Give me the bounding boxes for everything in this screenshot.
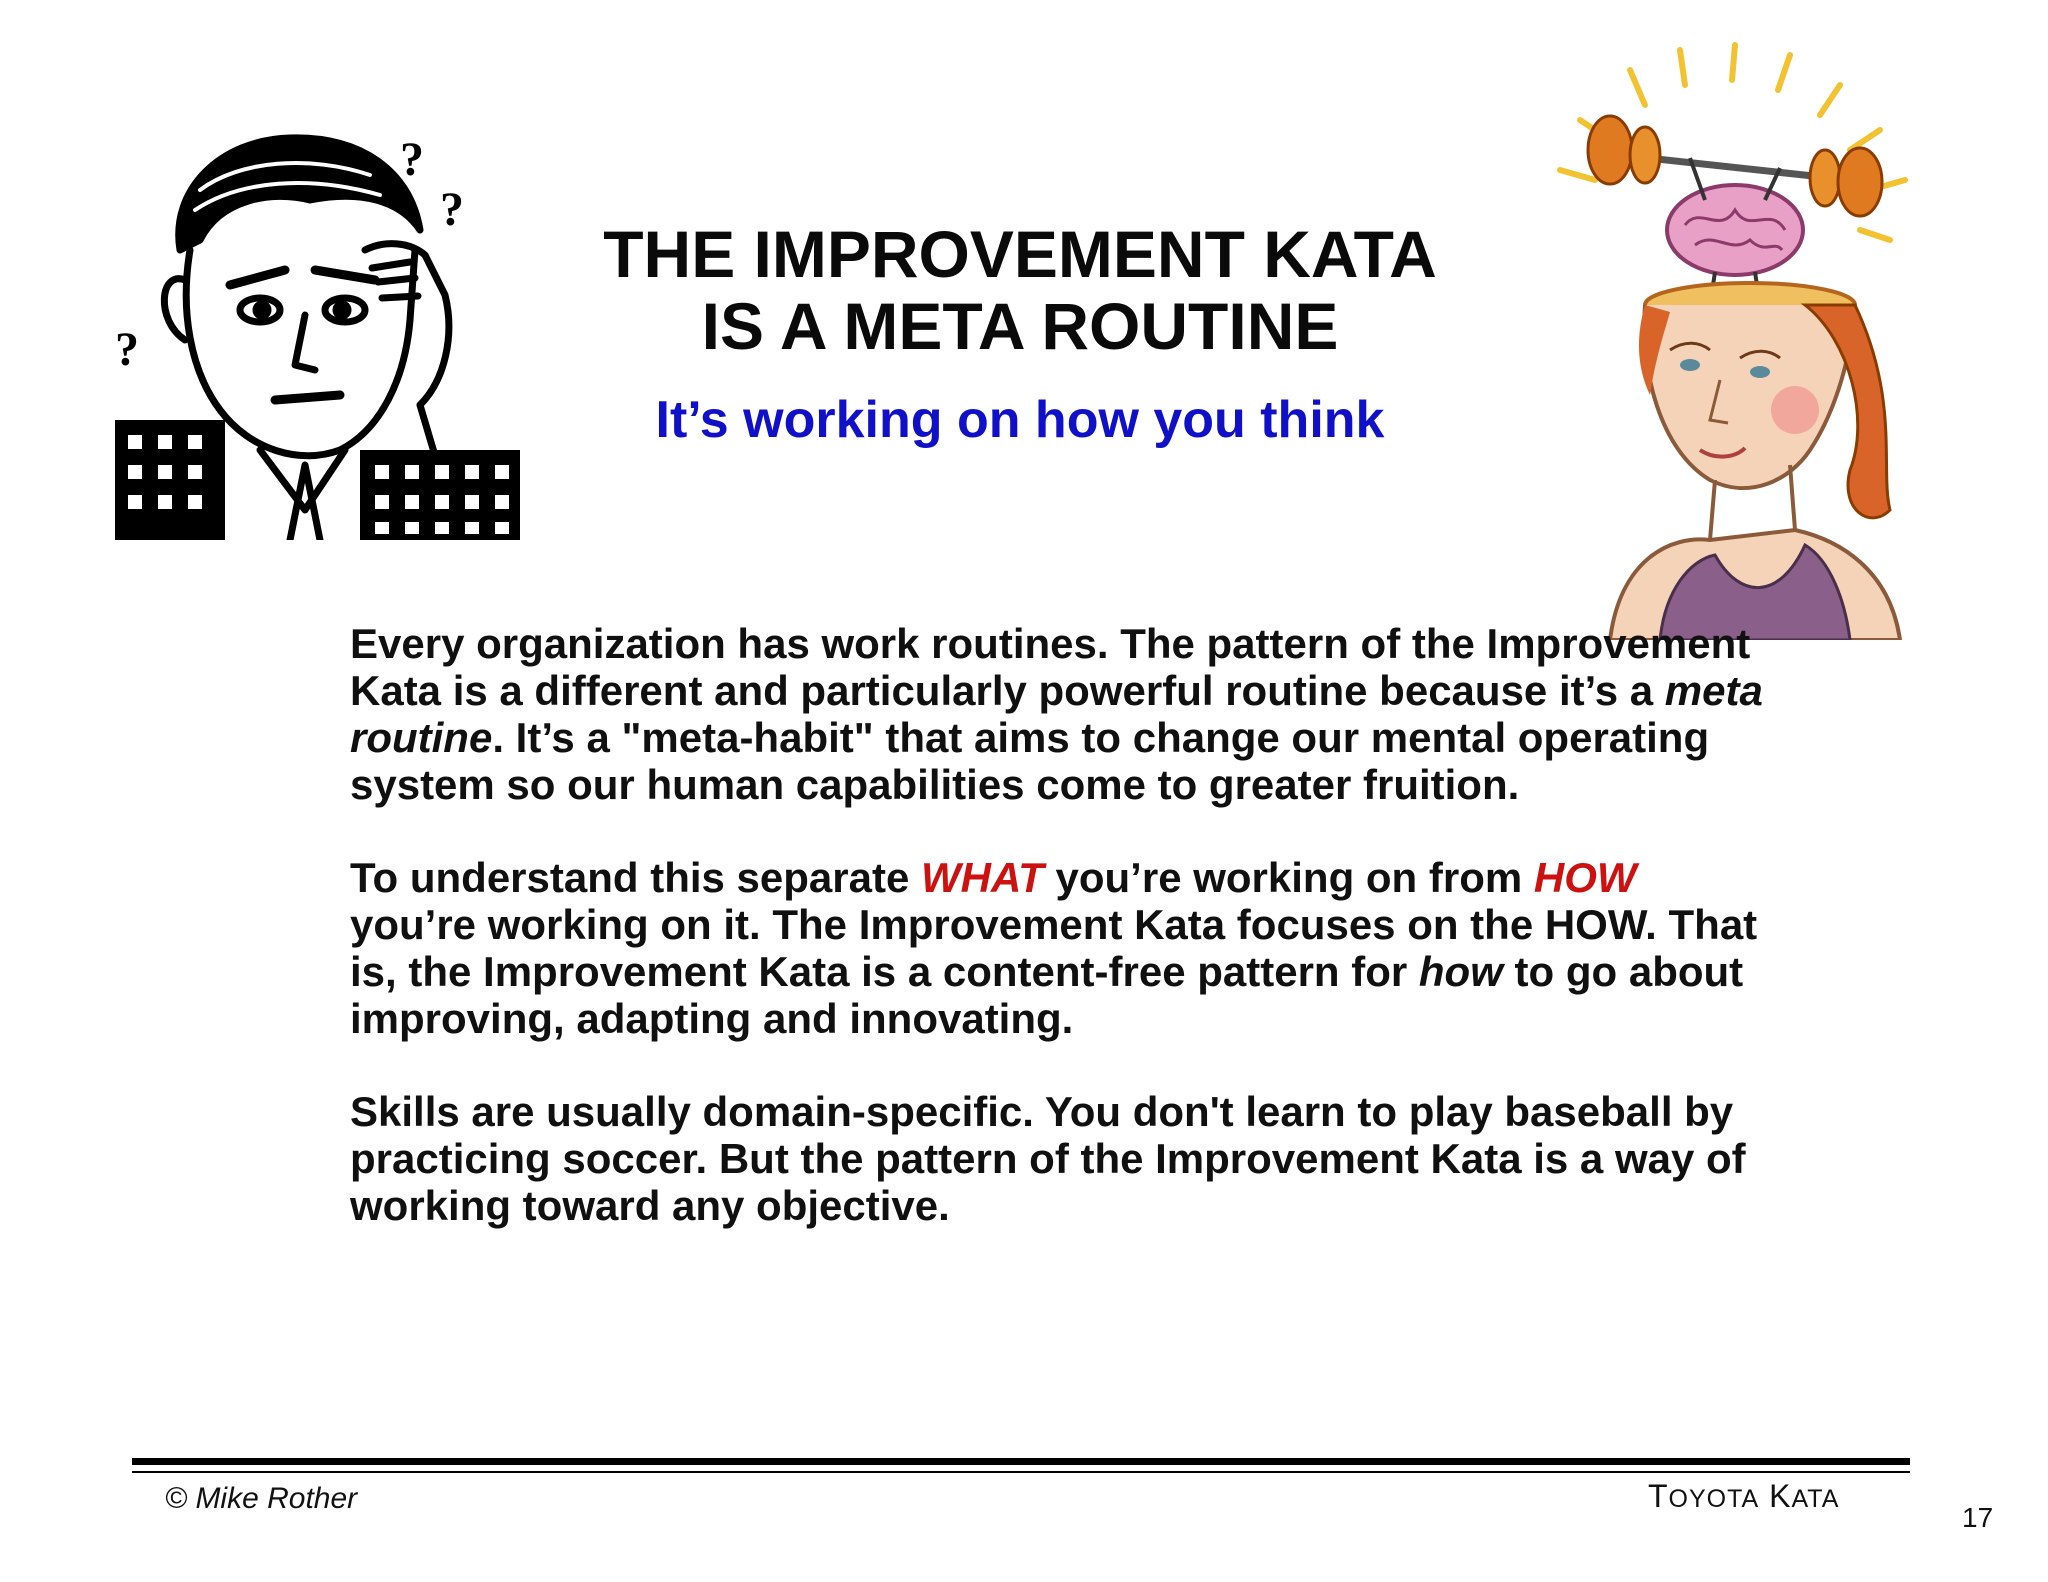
brand-t: T (1648, 1478, 1669, 1514)
page-number: 17 (1962, 1502, 1994, 1533)
puzzled-man-illustration (110, 120, 540, 540)
paragraph-1 (350, 620, 1770, 808)
p2-highlight-what: WHAT (921, 854, 1044, 901)
title-line-2: IS A META ROUTINE (701, 289, 1339, 363)
p1-text-c: . It’s a "meta-habit" that aims to change our mental operating system so our human capabilities come to greater fruition. (350, 714, 1710, 808)
p1-text-a: Every organization has work routines. The pattern of the Improvement Kata is a different and particularly powerful routine because it’s a (350, 620, 1751, 714)
title-line-1: THE IMPROVEMENT KATA (603, 217, 1437, 291)
p2-emphasis-how: how (1418, 948, 1503, 995)
paragraph-3: Skills are usually domain-specific. You don't learn to play baseball by practicing soccer. But the pattern of the Improvement Kata is a way of working toward any objective. (350, 1088, 1746, 1229)
slide-subtitle: It’s working on how you think (655, 391, 1385, 449)
footer-rule-thin (132, 1471, 1910, 1473)
svg-text:?: ? (400, 133, 424, 186)
p2-highlight-how: HOW (1533, 854, 1637, 901)
footer-copyright: © Mike Rother (165, 1482, 358, 1515)
p1-emphasis-meta-routine: meta routine (350, 667, 1763, 761)
svg-text:?: ? (115, 323, 139, 376)
footer-brand (1648, 1478, 1839, 1515)
p2-text-g: to go about improving, adapting and innovating. (350, 948, 1744, 1042)
p2-text-c: you’re working on from (1043, 854, 1534, 901)
paragraph-2 (350, 854, 1770, 1042)
brand-ata: ATA (1791, 1485, 1840, 1513)
slide-title (520, 218, 1520, 362)
svg-text:?: ? (440, 183, 464, 236)
p2-text-e: you’re working on it. The Improvement Kata focuses on the HOW. That is, the Improvement Kata is a content-free pattern for (350, 901, 1758, 995)
brand-k: K (1769, 1478, 1792, 1514)
brand-oyota: OYOTA (1668, 1485, 1760, 1513)
footer-rule-thick (132, 1458, 1910, 1465)
p2-text-a: To understand this separate (350, 854, 921, 901)
brain-weightlifter-illustration (1550, 40, 1930, 640)
body-text (350, 620, 1770, 1275)
